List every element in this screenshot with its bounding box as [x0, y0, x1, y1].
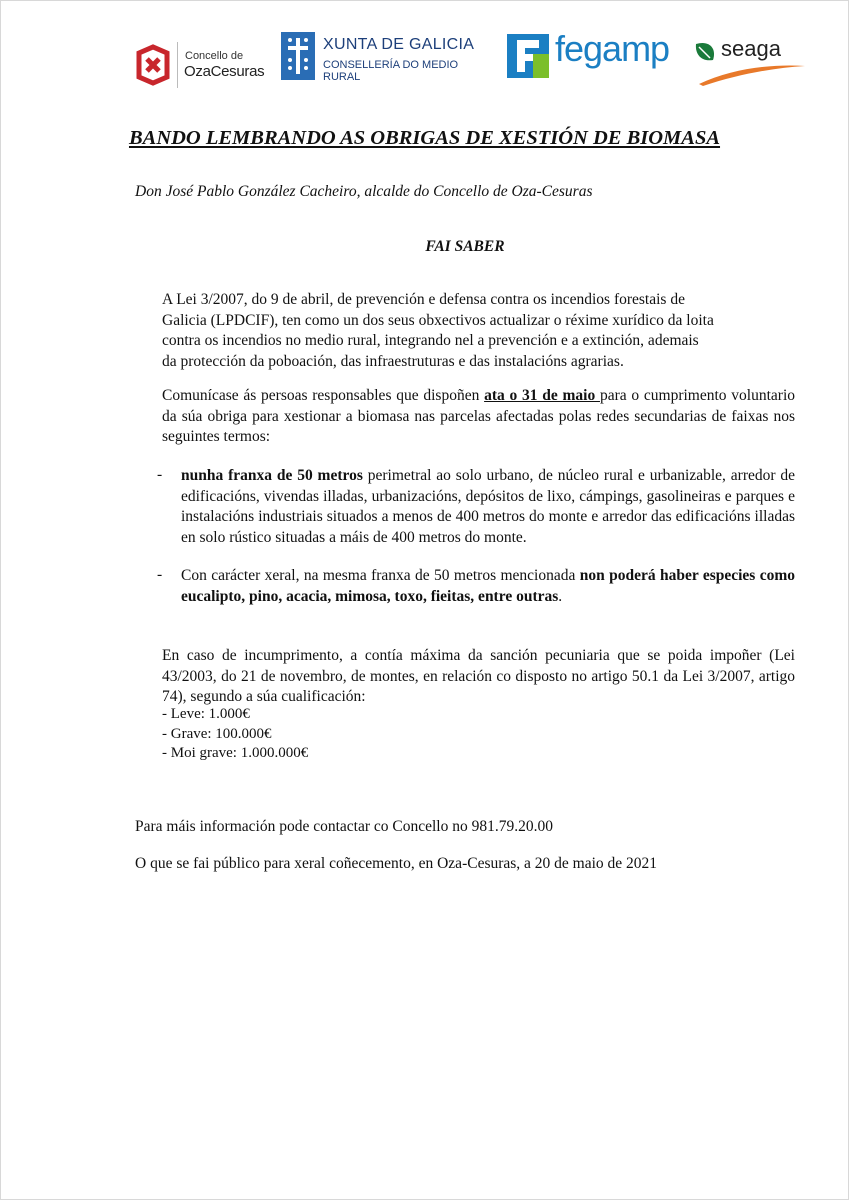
xunta-shield-icon: [281, 32, 315, 80]
mayor-intro: Don José Pablo González Cacheiro, alcalde do Concello de Oza-Cesuras: [135, 183, 593, 200]
bullet-dash: -: [157, 466, 163, 483]
oza-line2: OzaCesuras: [184, 63, 265, 80]
seaga-text: seaga: [721, 36, 781, 61]
bullet-franxa: [181, 466, 795, 548]
paragraph-law-line: A Lei 3/2007, do 9 de abril, de prevención e defensa contra os incendios forestais de: [162, 291, 685, 308]
paragraph-law-line: da protección da poboación, das infraestruturas e das instalacións agrarias.: [162, 352, 624, 370]
bullet-species-text: Con carácter xeral, na mesma franxa de 50 metros mencionada: [181, 567, 580, 584]
bullet-species-end: .: [558, 587, 563, 605]
bullet-species: [181, 566, 795, 607]
deadline-text-after: para o cumprimento voluntario da súa obriga para xestionar a biomasa nas parcelas afectadas polas redes secundarias de faixas nos seguintes termos:: [162, 387, 795, 445]
fines-list: [162, 705, 308, 764]
oza-emblem-icon: [133, 43, 173, 87]
bullet-species-bold: non poderá haber especies como eucalipto, pino, acacia, mimosa, toxo, fieitas, entre outras: [181, 567, 795, 605]
fai-saber-heading: FAI SABER: [425, 238, 505, 255]
fine-leve: - Leve: 1.000€: [162, 706, 250, 722]
deadline-date: ata o 31 de maio: [484, 387, 600, 404]
document-title: BANDO LEMBRANDO AS OBRIGAS DE XESTIÓN DE BIOMASA: [128, 127, 721, 149]
bullet-franxa-bold: nunha franxa de 50 metros: [181, 467, 363, 484]
fegamp-f-icon: [507, 34, 549, 78]
xunta-line2: CONSELLERÍA DO MEDIO RURAL: [323, 59, 459, 83]
logo-oza-cesuras: [133, 40, 273, 90]
contact-info: Para máis información pode contactar co Concello no 981.79.20.00: [135, 818, 553, 835]
paragraph-law: [162, 290, 795, 372]
bullet-franxa-text: perimetral ao solo urbano, de núcleo rural e urbanizable, arredor de edificacións, vivendas illadas, urbanizacións, depósitos de lixo, cámpings, gasolineiras e parques e instalacións industriais situados a menos de 400 metros do monte e arredor das edificacións illadas en solo rústico situadas a máis de 400 metros do monte.: [181, 467, 796, 546]
bullet-dash: -: [157, 566, 163, 583]
paragraph-law-line: Galicia (LPDCIF), ten como un dos seus obxectivos actualizar o réxime xurídico da loita: [162, 311, 714, 329]
deadline-text-before: Comunícase ás persoas responsables que dispoñen: [162, 387, 485, 404]
paragraph-deadline: [162, 386, 795, 448]
fine-moi-grave: - Moi grave: 1.000.000€: [162, 745, 309, 761]
oza-line1: Concello de: [185, 50, 244, 62]
logo-seaga: [693, 38, 808, 88]
fegamp-text: fegamp: [555, 28, 670, 69]
xunta-line1: XUNTA DE GALICIA: [323, 36, 475, 53]
fine-grave: - Grave: 100.000€: [162, 725, 272, 742]
paragraph-sanctions: En caso de incumprimento, a contía máxima da sanción pecuniaria que se poida impoñer (Lei 43/2003, do 21 de novembro, de montes, en relación co disposto no artigo 50.1 da Lei 3/2007, artigo 74), segundo a súa cualificación:: [162, 647, 795, 705]
header-logos: [0, 30, 849, 100]
logo-fegamp: [507, 28, 670, 82]
paragraph-law-line: contra os incendios no medio rural, integrando nel a prevención e a extinción, ademais: [162, 332, 699, 349]
logo-xunta-galicia: [281, 32, 496, 84]
closing-line: O que se fai público para xeral coñecemento, en Oza-Cesuras, a 20 de maio de 2021: [135, 855, 658, 872]
